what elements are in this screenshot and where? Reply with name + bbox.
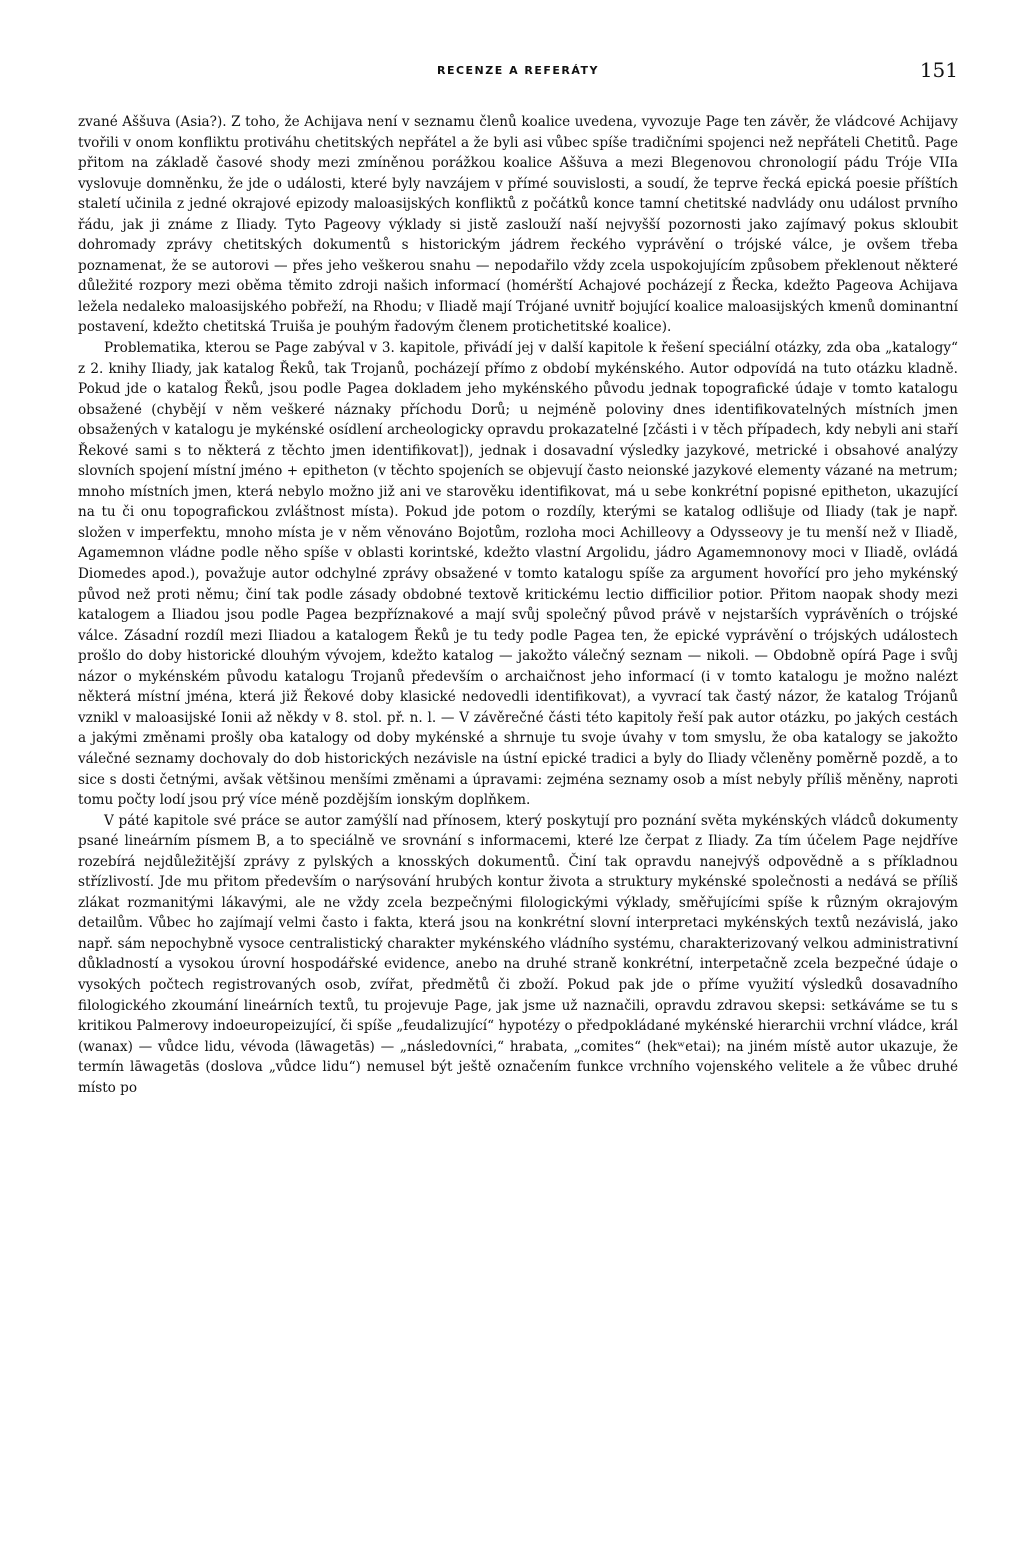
paragraph: zvané Aššuva (Asia?). Z toho, že Achijava není v seznamu členů koalice uvedena, vyvozuje Page ten závěr, že vládcové Achijavy tvořili v onom konfliktu protiváhu chetitských nepřátel a že byli asi vůbec spíše tradičními spojenci než nepřáteli Chetitů. Page přitom na základě časové shody mezi zmíněnou porážkou koalice Aššuva a mezi Blegenovou chronologií pádu Tróje VIIa vyslovuje domněnku, že jde o události, které byly navzájem v přímé souvislosti, a soudí, že teprve řecká epická poesie příštích staletí učinila z jedné okrajové epizody maloasijských konfliktů z počátků konce tamní chetitské nadvlády onu událost prvního řádu, jak ji známe z Iliady. Tyto Pageovy výklady si jistě zaslouží naší nejvyšší pozornosti jako zajímavý pokus skloubit dohromady zprávy chetitských dokumentů s historickým jádrem řeckého vyprávění o trójské válce, je ovšem třeba poznamenat, že se autorovi — přes jeho veškerou snahu — nepodařilo vždy zcela uspokojujícím způsobem překlenout některé důležité rozpory mezi oběma těmito zdroji našich informací (homérští Achajové pocházejí z Řecka, kdežto Pageova Achijava ležela nedaleko maloasijského pobřeží, na Rhodu; v Iliadě mají Trójané uvnitř bojující koalice maloasijských kmenů dominantní postavení, kdežto chetitská Truiša je pouhým řadovým členem protichetitské koalice).: [78, 114, 958, 336]
paragraph: V páté kapitole své práce se autor zamýšlí nad přínosem, který poskytují pro poznání světa mykénských vládců dokumenty psané lineárním písmem B, a to speciálně ve srovnání s informacemi, které lze čerpat z Iliady. Za tím účelem Page nejdříve rozebírá nejdůležitější zprávy z pylských a knosských dokumentů. Činí tak opravdu nanejvýš odpovědně a s příkladnou střízlivostí. Jde mu přitom především o narýsování hrubých kontur života a struktury mykénské společnosti a nedává se příliš zlákat rozmanitými lákavými, ale ne vždy zcela bezpečnými filologickými výklady, směřujícími spíše k různým okrajovým detailům. Vůbec ho zajímají velmi často i fakta, která jsou na konkrétní slovní interpretaci mykénských textů nezávislá, jako např. sám nepochybně vysoce centralistický charakter mykénského vládního systému, charakterizovaný velkou administrativní důkladností a vysokou úrovní hospodářské evidence, anebo na druhé straně konkrétní, interpetačně zcela bezpečné údaje o vysokých počtech registrovaných osob, zvířat, předmětů či zboží. Pokud pak jde o příme využití výsledků dosavadního filologického zkoumání lineárních textů, tu projevuje Page, jak jsme už naznačili, opravdu zdravou skepsi: setkáváme se tu s kritikou Palmerovy indoeuropeizující, či spíše „feudalizující“ hypotézy o předpokládané mykénské hierarchii vrchní vládce, král (wanax) — vůdce lidu, vévoda (lāwagetās) — „následovníci,“ hrabata, „comites“ (hekʷetai); na jiném místě autor ukazuje, že termín lāwagetās (doslova „vůdce lidu“) nemusel být ještě označením funkce vrchního vojenského velitele a že vůbec druhé místo po: [78, 812, 958, 1096]
running-head: RECENZE A REFERÁTY: [436, 64, 600, 77]
paragraph: Problematika, kterou se Page zabýval v 3. kapitole, přivádí jej v další kapitole k řešení speciální otázky, zda oba „katalogy“ z 2. knihy Iliady, jak katalog Řeků, tak Trojanů, pocházejí přímo z období mykénského. Autor odpovídá na tuto otázku kladně. Pokud jde o katalog Řeků, jsou podle Pagea dokladem jeho mykénského původu jednak topografické údaje v tomto katalogu obsažené (chybějí v něm veškeré náznaky příchodu Dorů; u nejméně poloviny dnes identifikovatelných místních jmen obsažených v katalogu je mykénské osídlení archeologicky opravdu prokazatelné [zčásti i v těch případech, kdy nebyli ani staří Řekové sami s to některá z těchto jmen identifikovat]), jednak i dosavadní výsledky jazykové, metrické i obsahové analýzy slovních spojení místní jméno + epitheton (v těchto spojeních se objevují často neionské jazykové elementy vázané na metrum; mnoho místních jmen, která nebylo možno již ani ve starověku identifikovat, má u sebe konkrétní popisné epitheton, ukazující na tu či onu topografickou zvláštnost místa). Pokud jde potom o rozdíly, kterými se katalog odlišuje od Iliady (tak je např. složen v imperfektu, mnoho místa je v něm věnováno Bojotům, rozloha moci Achilleovy a Odysseovy je tu menší než v Iliadě, Agamemnon vládne podle něho spíše v oblasti korintské, kdežto vlastní Argolidu, jádro Agamemnonovy moci v Iliadě, ovládá Diomedes apod.), považuje autor odchylné zprávy obsažené v tomto katalogu spíše za argument hovořící pro jeho mykénský původ než proti němu; činí tak podle zásady obdobné textově kritickému lectio difficilior potior. Přitom naopak shody mezi katalogem a Iliadou jsou podle Pagea bezpříznakové a mají svůj společný původ právě v nejstarších vyprávěních o trójské válce. Zásadní rozdíl mezi Iliadou a katalogem Řeků je tu tedy podle Pagea ten, že epické vyprávění o trójských událostech prošlo do doby historické dlouhým vývojem, kdežto katalog — jakožto válečný seznam — nikoli. — Obdobně opírá Page i svůj názor o mykénském původu katalogu Trojanů především o archaičnost jeho informací (i v tomto katalogu je možno nalézt některá místní jména, která již Řekové doby klasické nedovedli identifikovat), a vyvrací tak častý názor, že katalog Trójanů vznikl v maloasijské Ionii až někdy v 8. stol. př. n. l. — V závěrečné části této kapitoly řeší pak autor otázku, po jakých cestách a jakými změnami prošly oba katalogy od doby mykénské a shrnuje tu svoje úvahy v tom smyslu, že oba katalogy se jakožto válečné seznamy dochovaly do dob historických nezávisle na ústní epické tradici a byly do Iliady včleněny poměrně pozdě, a to sice s dosti četnými, avšak většinou menšími změnami a úpravami: zejména seznamy osob a míst nebyly příliš měněny, naproti tomu počty lodí jsou prý více méně pozdějším ionským doplňkem.: [78, 340, 958, 809]
page-number: 151: [919, 58, 958, 82]
body-text: [78, 112, 958, 1098]
page-header: [78, 58, 958, 88]
